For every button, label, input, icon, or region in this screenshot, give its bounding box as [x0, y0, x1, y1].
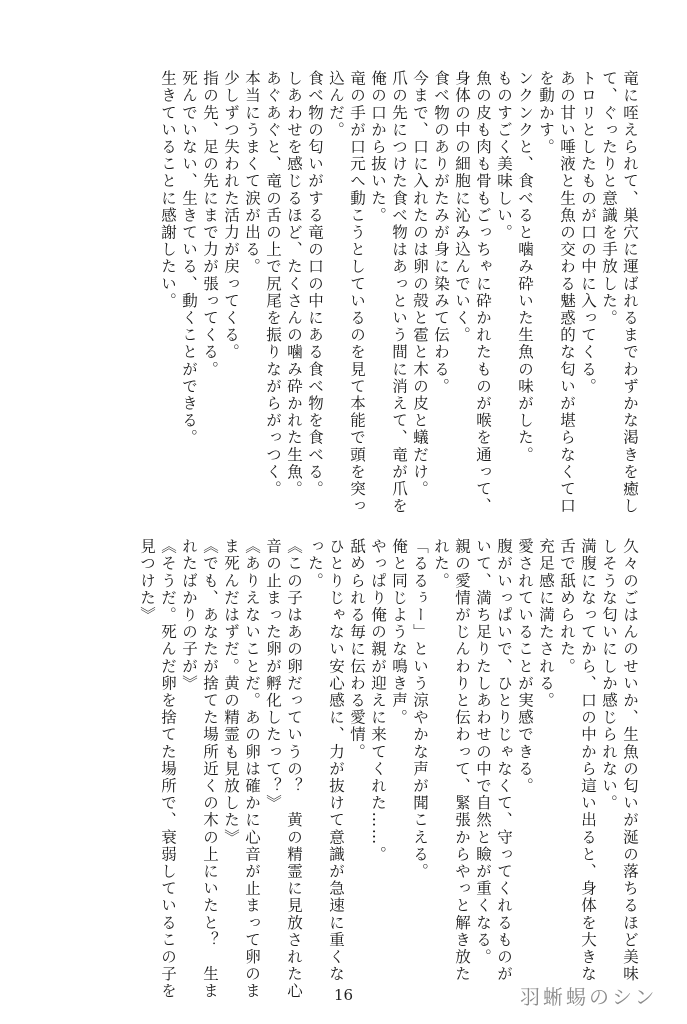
- text-line: 食べ物の匂いがする竜の口の中にある食べ物を食べる。: [306, 70, 324, 498]
- text-line: 《そうだ。死んだ卵を捨てた場所で、衰弱しているこの子を: [159, 538, 177, 1000]
- text-line: 指の先、足の先にまで力が張ってくる。: [201, 70, 219, 378]
- text-line: 久々のごはんのせいか、生魚の匂いが涎の落ちるほど美味: [621, 538, 639, 983]
- text-line: 生きていることに感謝したい。: [159, 70, 177, 310]
- series-logo: 羽蜥蜴のシン: [520, 985, 658, 1009]
- text-line: ま死んだはずだ。黄の精霊も見放した》: [222, 538, 240, 846]
- text-line: 《でも、あなたが捨てた場所近くの木の上にいたと？ 生ま: [201, 538, 219, 1000]
- text-line: いて、満ち足りたしあわせの中で自然と瞼が重くなる。: [474, 538, 492, 966]
- text-line: 見つけた》: [138, 538, 156, 624]
- text-line: 「るるぅー」という涼やかな声が聞こえる。: [411, 538, 429, 880]
- text-line: 込んだ。: [327, 70, 345, 139]
- text-line: 魚の皮も肉も骨もごっちゃに砕かれたものが喉を通って、: [474, 70, 492, 515]
- text-line: った。: [306, 538, 324, 590]
- text-line: ンクンクと、食べると噛み砕いた生魚の味がした。: [516, 70, 534, 464]
- text-line: ひとりじゃない安心感に、力が抜けて意識が急速に重くな: [327, 538, 345, 983]
- text-line: 音の止まった卵が孵化したって？》: [264, 538, 282, 812]
- text-line: て、ぐったりと意識を手放した。: [600, 70, 618, 327]
- text-line: ものすごく美味しい。: [495, 70, 513, 241]
- text-line: 満腹になってから、口の中から這い出ると、身体を大きな: [579, 538, 597, 983]
- text-line: 俺と同じような鳴き声。: [390, 538, 408, 727]
- page-number: 16: [333, 986, 354, 1004]
- text-line: 愛されていることが実感できる。: [516, 538, 534, 795]
- text-line: あの甘い唾液と生魚の交わる魅惑的な匂いが堪らなくて口: [558, 70, 576, 515]
- text-line: れた。: [432, 538, 450, 590]
- text-line: トロリとしたものが口の中に入ってくる。: [579, 70, 597, 395]
- text-line: 《ありえないことだ。あの卵は確かに心音が止まって卵のま: [243, 538, 261, 1000]
- text-line: 本当にうまくて涙が出る。: [243, 70, 261, 276]
- text-line: 死んでいない、生きている、動くことができる。: [180, 70, 198, 447]
- text-line: 舐められる毎に伝わる愛情。: [348, 538, 366, 761]
- bottom-text-block: [136, 538, 640, 1000]
- text-line: を動かす。: [537, 70, 555, 156]
- text-line: 親の愛情がじんわりと伝わって、緊張からやっと解き放た: [453, 538, 471, 983]
- text-line: 食べ物のありがたみが身に染みて伝わる。: [432, 70, 450, 395]
- text-line: 今まで、口に入れたのは卵の殻と雹と木の皮と蟻だけ。: [411, 70, 429, 498]
- text-line: 少しずつ失われた活力が戻ってくる。: [222, 70, 240, 361]
- text-line: 竜の手が口元へ動こうとしているのを見て本能で頭を突っ: [348, 70, 366, 515]
- top-text-block: [157, 70, 640, 515]
- text-line: しそうな匂いにしか感じられない。: [600, 538, 618, 812]
- text-line: 爪の先につけた食べ物はあっという間に消えて、竜が爪を: [390, 70, 408, 515]
- text-line: やっぱり俺の親が迎えに来てくれた……。: [369, 538, 387, 863]
- text-line: れたばかりの子が》: [180, 538, 198, 692]
- text-line: 竜に咥えられて、巣穴に運ばれるまでわずかな渇きを癒し: [621, 70, 639, 515]
- text-line: 身体の中の細胞に沁み込んでいく。: [453, 70, 471, 344]
- text-line: しあわせを感じるほど、たくさんの噛み砕かれた生魚。: [285, 70, 303, 498]
- text-line: あぐあぐと、竜の舌の上で尻尾を振りながらがっつく。: [264, 70, 282, 498]
- text-line: 俺の口から抜いた。: [369, 70, 387, 224]
- text-line: 舌で舐められた。: [558, 538, 576, 675]
- text-line: 腹がいっぱいで、ひとりじゃなくて、守ってくれるものが: [495, 538, 513, 983]
- text-line: 充足感に満たされる。: [537, 538, 555, 709]
- text-line: 《この子はあの卵だっていうの？ 黄の精霊に見放された心: [285, 538, 303, 1000]
